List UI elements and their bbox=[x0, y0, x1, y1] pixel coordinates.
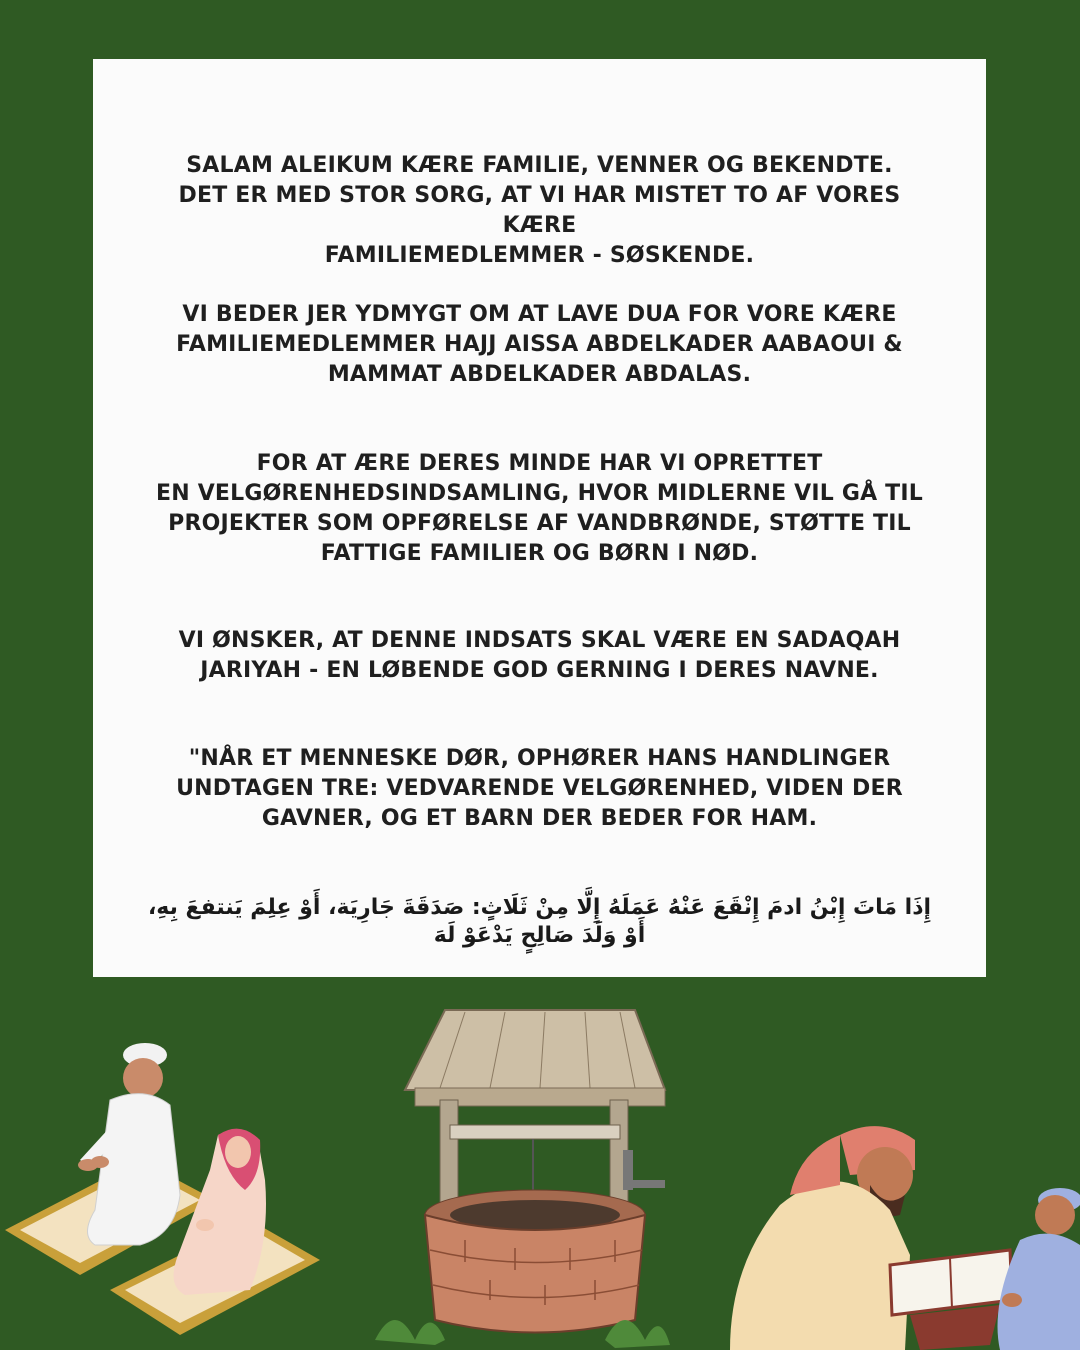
praying-couple-illustration bbox=[0, 1040, 360, 1350]
dua-request-paragraph: VI BEDER JER YDMYGT OM AT LAVE DUA FOR VORE KÆRE FAMILIEMEDLEMMER HAJJ AISSA ABDELKADER AABAOUI & MAMMAT ABDELKADER ABDALAS. bbox=[176, 302, 903, 387]
elder-reading-icon bbox=[730, 1126, 915, 1350]
hadith-arabic-text: إِذَا مَاتَ إِبْنُ ادمَ إِنْقَعَ عَنْهُ عَمَلَهُ إِلَّا مِنْ ثَلَاثٍ: صَدَقَةَ جَارِيَة، أَوْ عِلِمَ يَنتفعَ بِهِ، أَوْ وَلَدَ صَالِحٍ يَدْعَوْ لَهَ bbox=[147, 895, 932, 948]
teacher-and-child-illustration bbox=[720, 1115, 1080, 1350]
well-brick-base-icon bbox=[425, 1190, 645, 1333]
quran-book-icon bbox=[890, 1250, 1012, 1350]
child-reading-icon bbox=[998, 1188, 1080, 1350]
hadith-danish-paragraph: "NÅR ET MENNESKE DØR, OPHØRER HANS HANDLINGER UNDTAGEN TRE: VEDVARENDE VELGØRENHED, VIDEN DER GAVNER, OG ET BARN DER BEDER FOR HAM. bbox=[176, 746, 903, 831]
message-card bbox=[93, 59, 986, 977]
greeting-paragraph: SALAM ALEIKUM KÆRE FAMILIE, VENNER OG BEKENDTE. DET ER MED STOR SORG, AT VI HAR MISTET TO AF VORES KÆRE FAMILIEMEDLEMMER - SØSKENDE. bbox=[178, 153, 901, 268]
man-praying-icon bbox=[78, 1043, 180, 1245]
charity-paragraph: FOR AT ÆRE DERES MINDE HAR VI OPRETTET EN VELGØRENHEDSINDSAMLING, HVOR MIDLERNE VIL GÅ TIL PROJEKTER SOM OPFØRELSE AF VANDBRØNDE, STØTTE TIL FATTIGE FAMILIER OG BØRN I NØD. bbox=[156, 451, 923, 566]
sadaqah-paragraph: VI ØNSKER, AT DENNE INDSATS SKAL VÆRE EN SADAQAH JARIYAH - EN LØBENDE GOD GERNING I DERES NAVNE. bbox=[178, 628, 901, 683]
well-roof-icon bbox=[405, 1010, 665, 1106]
water-well-illustration bbox=[355, 1000, 675, 1350]
